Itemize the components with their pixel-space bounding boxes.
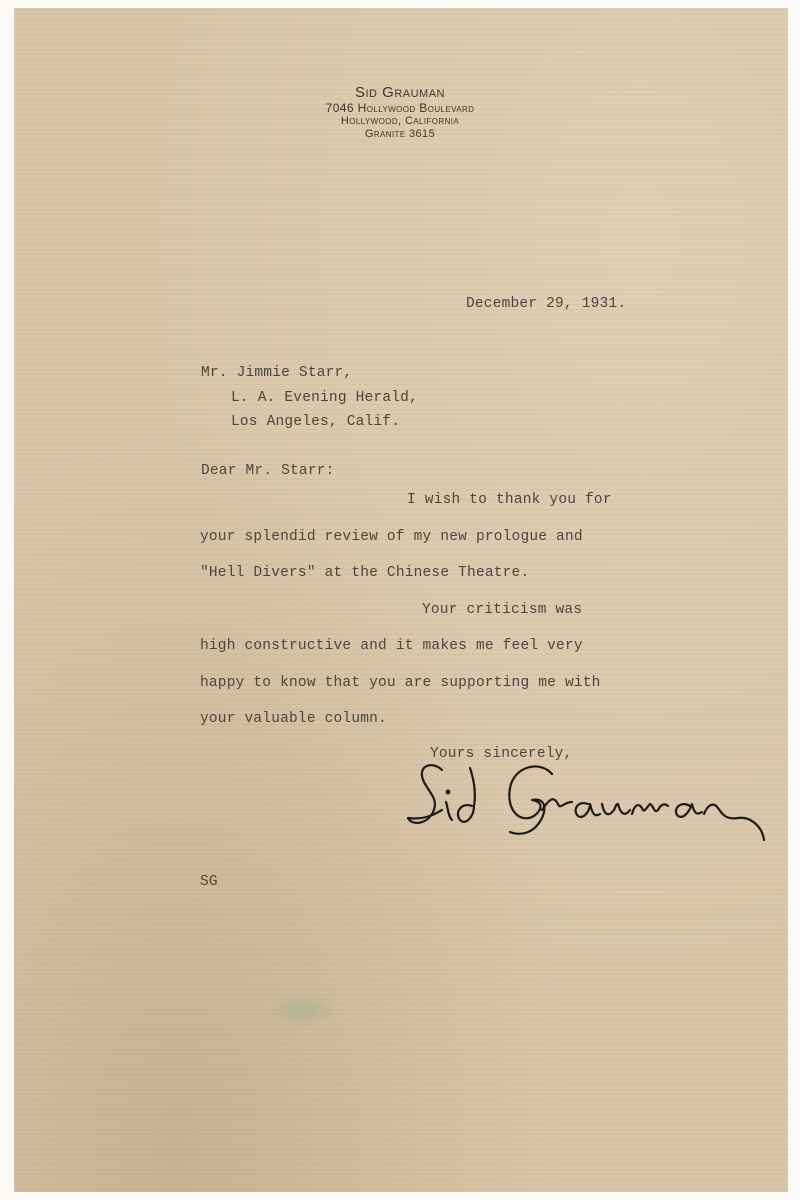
letterhead-name: Sid Grauman [354, 84, 445, 101]
body-line: Your criticism was [422, 602, 583, 618]
recipient-line: Los Angeles, Calif. [231, 414, 401, 430]
closing: Yours sincerely, [430, 746, 573, 762]
body-line: happy to know that you are supporting me with [200, 675, 601, 691]
body-line: I wish to thank you for [407, 492, 612, 508]
recipient-line: L. A. Evening Herald, [231, 390, 418, 406]
letterhead-phone: Granite 3615 [364, 128, 436, 140]
body-line: your valuable column. [200, 711, 387, 727]
recipient-line: Mr. Jimmie Starr, [201, 365, 353, 381]
body-line: high constructive and it makes me feel very [200, 638, 583, 654]
paper-stain [268, 992, 338, 1028]
salutation: Dear Mr. Starr: [201, 463, 335, 479]
letter-date: December 29, 1931. [466, 296, 627, 312]
typist-initials: SG [200, 874, 218, 890]
letterhead-address: 7046 Hollywood Boulevard [325, 101, 475, 115]
body-line: your splendid review of my new prologue and [200, 529, 583, 545]
letterhead-city: Hollywood, California [340, 115, 460, 127]
body-line: "Hell Divers" at the Chinese Theatre. [200, 565, 530, 581]
signature [402, 748, 782, 848]
letterhead [240, 84, 560, 141]
